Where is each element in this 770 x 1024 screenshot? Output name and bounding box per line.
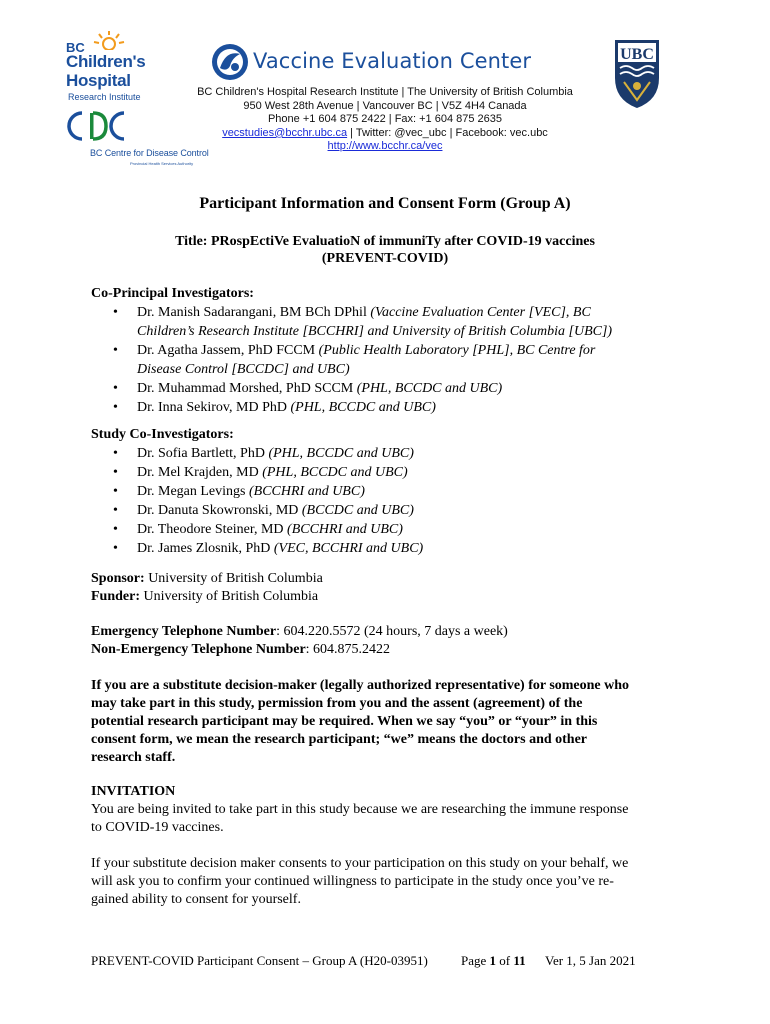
bullet-icon: •: [113, 343, 118, 358]
bc-childrens-hospital-logo: [66, 30, 158, 104]
phone-block: [91, 623, 681, 659]
sun-icon: [92, 30, 126, 50]
investigator-affiliation: (BCCHRI and UBC): [287, 522, 403, 537]
contact-email-line: [170, 127, 600, 141]
footer-page-number: [461, 953, 526, 969]
consent-line: gained ability to consent for yourself.: [91, 892, 301, 907]
study-co-investigators: [91, 425, 691, 558]
investigator-item: [91, 482, 691, 501]
non-emergency-label: Non-Emergency Telephone Number: [91, 642, 306, 657]
investigator-affiliation: (PHL, BCCDC and UBC): [290, 400, 436, 415]
website-link[interactable]: http://www.bcchr.ca/vec: [327, 140, 443, 153]
contact-line: 950 West 28th Avenue | Vancouver BC | V5Z 4H4 Canada: [243, 99, 527, 112]
consent-line: If your substitute decision maker consents to your participation on this study on your behalf, we: [91, 856, 629, 871]
contact-url-line: [170, 140, 600, 154]
bccdc-name: BC Centre for Disease Control: [90, 148, 209, 158]
sponsor-funder-block: [91, 570, 681, 606]
investigator-affiliation: Children’s Research Institute [BCCHRI] and University of British Columbia [UBC]): [137, 324, 613, 339]
co-principal-investigators: [91, 284, 691, 417]
bullet-icon: •: [113, 305, 118, 320]
invitation-line: to COVID-19 vaccines.: [91, 820, 224, 835]
investigator-affiliation: (BCCHRI and UBC): [248, 484, 365, 499]
emergency-value: : 604.220.5572 (24 hours, 7 days a week): [276, 624, 508, 639]
investigator-name: Dr. Mel Krajden, MD: [137, 465, 263, 480]
contact-line: BC Children's Hospital Research Institute | The University of British Columbia: [197, 86, 573, 98]
invitation-section: [91, 783, 681, 837]
investigator-name: Dr. Theodore Steiner, MD: [137, 522, 288, 537]
bullet-icon: •: [113, 484, 118, 499]
bc-logo-childrens: Children's: [66, 52, 146, 71]
non-emergency-value: : 604.875.2422: [305, 642, 391, 657]
consent-paragraph: [91, 855, 681, 909]
investigator-affiliation: (Public Health Laboratory [PHL], BC Centre for: [318, 343, 596, 358]
bccdc-sub: Provincial Health Services Authority: [130, 161, 194, 166]
notice-line: potential research participant may be required. When we say “you” or “your” in this: [91, 714, 598, 729]
ubc-crest-logo: [612, 38, 662, 110]
cdc-mark-icon: [66, 110, 126, 142]
page-of: of: [496, 953, 514, 968]
investigator-affiliation: (PHL, BCCDC and UBC): [268, 446, 414, 461]
investigator-item: [91, 341, 691, 379]
bullet-icon: •: [113, 522, 118, 537]
social-text: | Twitter: @vec_ubc | Facebook: vec.ubc: [347, 126, 548, 139]
email-link[interactable]: vecstudies@bcchr.ubc.ca: [222, 126, 348, 139]
notice-line: may take part in this study, permission from you and the assent (agreement) of the: [91, 696, 583, 711]
ubc-letters: UBC: [620, 46, 654, 63]
footer-version: Ver 1, 5 Jan 2021: [545, 953, 636, 968]
investigator-item: [91, 444, 691, 463]
emergency-phone-line: [91, 623, 681, 641]
bullet-icon: •: [113, 446, 118, 461]
investigator-name: Dr. Sofia Bartlett, PhD: [137, 446, 269, 461]
footer-study-id: PREVENT-COVID Participant Consent – Group A (H20-03951): [91, 953, 428, 968]
bc-logo-research-institute: Research Institute: [68, 92, 141, 102]
investigator-name: Dr. Manish Sadarangani, BM BCh DPhil: [137, 305, 371, 320]
notice-line: consent form, we mean the research participant; “we” means the doctors and other: [91, 732, 588, 747]
emergency-label: Emergency Telephone Number: [91, 624, 277, 639]
investigator-affiliation: (BCCDC and UBC): [301, 503, 414, 518]
sponsor-value: University of British Columbia: [144, 571, 323, 586]
substitute-decision-maker-notice: [91, 677, 681, 767]
investigator-affiliation: (Vaccine Evaluation Center [VEC], BC: [370, 305, 591, 320]
page-prefix: Page: [461, 953, 490, 968]
investigator-name: Dr. Agatha Jassem, PhD FCCM: [137, 343, 319, 358]
sponsor-label: Sponsor:: [91, 571, 145, 586]
bullet-icon: •: [113, 400, 118, 415]
vec-title: Vaccine Evaluation Center: [253, 49, 532, 73]
investigator-affiliation: (VEC, BCCHRI and UBC): [273, 541, 424, 556]
invitation-line: You are being invited to take part in this study because we are researching the immune response: [91, 802, 629, 817]
co-i-heading: Study Co-Investigators:: [91, 427, 234, 442]
investigator-item: [91, 463, 691, 482]
notice-line: If you are a substitute decision-maker (legally authorized representative) for someone who: [91, 678, 630, 693]
bullet-icon: •: [113, 381, 118, 396]
page-current: 1: [489, 953, 497, 968]
investigator-affiliation: (PHL, BCCDC and UBC): [262, 465, 408, 480]
bullet-icon: •: [113, 465, 118, 480]
study-title-acronym: (PREVENT-COVID): [321, 251, 449, 266]
non-emergency-phone-line: [91, 641, 681, 659]
investigator-item: [91, 398, 691, 417]
vaccine-evaluation-center-icon: [210, 42, 250, 82]
invitation-heading: INVITATION: [91, 784, 176, 799]
investigator-item: [91, 539, 691, 558]
contact-block: [170, 86, 600, 154]
investigator-item: [91, 303, 691, 341]
investigator-affiliation: Disease Control [BCCDC] and UBC): [137, 362, 350, 377]
contact-line: Phone +1 604 875 2422 | Fax: +1 604 875 2635: [267, 113, 503, 126]
bc-logo-hospital: Hospital: [66, 71, 131, 90]
investigator-item: [91, 520, 691, 539]
bullet-icon: •: [113, 541, 118, 556]
study-title: [0, 233, 770, 267]
notice-line: research staff.: [91, 750, 176, 765]
funder-line: [91, 588, 681, 606]
investigator-name: Dr. Megan Levings: [137, 484, 249, 499]
investigator-name: Dr. Inna Sekirov, MD PhD: [137, 400, 291, 415]
sponsor-line: [91, 570, 681, 588]
funder-value: University of British Columbia: [140, 589, 319, 604]
investigator-item: [91, 379, 691, 398]
bullet-icon: •: [113, 503, 118, 518]
investigator-name: Dr. Danuta Skowronski, MD: [137, 503, 302, 518]
page-total: 11: [513, 953, 526, 968]
consent-line: will ask you to confirm your continued willingness to participate in the study once you’ve re-: [91, 874, 614, 889]
investigator-affiliation: (PHL, BCCDC and UBC): [356, 381, 503, 396]
investigator-name: Dr. James Zlosnik, PhD: [137, 541, 274, 556]
funder-label: Funder:: [91, 589, 140, 604]
investigator-name: Dr. Muhammad Morshed, PhD SCCM: [137, 381, 357, 396]
co-pi-heading: Co-Principal Investigators:: [91, 286, 254, 301]
document-title: Participant Information and Consent Form (Group A): [199, 195, 571, 212]
study-title-line: Title: PRospEctiVe EvaluatioN of immuniTy after COVID-19 vaccines: [175, 234, 595, 249]
investigator-item: [91, 501, 691, 520]
bc-logo-bc: BC: [66, 40, 85, 55]
